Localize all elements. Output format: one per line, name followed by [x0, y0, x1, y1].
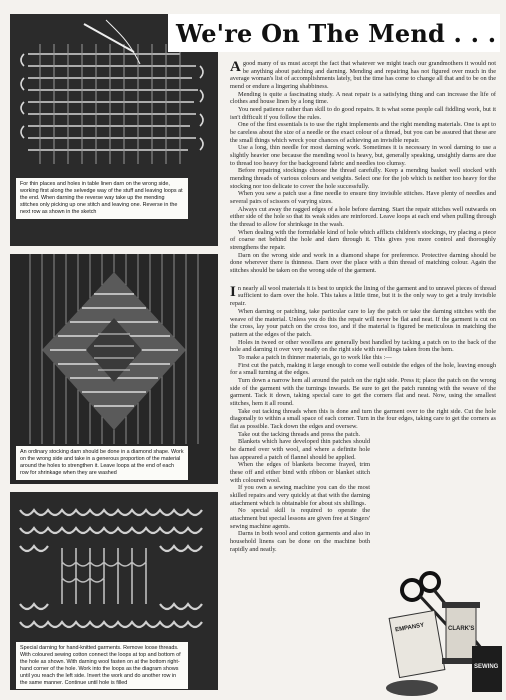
paragraph: When the edges of blankets become frayed, trim these off and either bind with ribbon or blanket stitch with coloured wool.	[230, 461, 370, 484]
paragraph: Holes in tweed or other woollens are generally best handled by tacking a patch on to the back of the hole and darning it over very neatly on the right side with ravellings taken from the hem.	[230, 338, 496, 354]
paragraph: Take out the tacking threads and press the patch.	[238, 430, 361, 438]
reel-label: CLARK'S	[448, 626, 475, 632]
darning-ball-icon	[386, 680, 438, 696]
card-label: SEWING	[474, 664, 499, 670]
article-title: We're On The Mend . . .	[168, 14, 500, 52]
thread-packet	[389, 610, 445, 677]
knitted-garment-darn-illustration	[10, 492, 218, 690]
paragraph: Darn on the wrong side and work in a diamond shape for preference. Protective darning should be done wherever there is thinness. Darn over the place with a thin thread of matching colour. Again the stitches should be taken on the wrong side of the garment.	[230, 251, 496, 275]
paragraph: You need patience rather than skill to do good repairs. It is what some people call fiddling work, but it isn't difficult if you follow the rules.	[230, 106, 496, 121]
caption-stocking-darn: An ordinary stocking darn should be done in a diamond shape. Work on the wrong side and take in a generous proportion of the material around the holes to strengthen it. Leave loops at the end of each row for shrinkage when they are washed	[16, 446, 188, 480]
paragraph-text: n nearly all wool materials it is best to unpick the lining of the garment and to unravel pieces of thread sufficient to darn over the hole. This takes a little time, but it is the only way to get a truly invisible repair.	[230, 284, 496, 308]
paragraph: No special skill is required to operate the attachment but special lessons are given free at Singers' sewing machine agents.	[230, 507, 370, 530]
caption-knitted-darn: Special darning for hand-knitted garments. Remove loose threads. With coloured sewing cotton connect the loops at top and bottom of the hole as shown. With darning wool fasten on at the bottom right-hand corner of the hole. Work into the loops as the diagram shows until you reach the left side. Invert the work and do another row in the same manner. Continue until hole is filled	[16, 642, 188, 689]
paragraph: To make a patch in thinner materials, go to work like this :—	[238, 353, 392, 361]
paragraph: Blankets which have developed thin patches should be darned over with wool, and where a definite hole has appeared a patch of flannel should be applied.	[230, 438, 370, 461]
drop-cap: A	[230, 60, 241, 75]
paragraph: Before repairing stockings choose the thread carefully. Keep a mending basket well stocked with mending threads of various colours and weights. Select one for the job which is neither too heavy for the stocking nor too delicate to cover the hole successfully.	[230, 167, 496, 190]
paragraph: One of the first essentials is to use the right implements and the right mending materials. One is apt to be careless about the size of a needle or the exact colour of a thread, but you can be assured that these are the small things which wreck your chances of achieving an invisible repair.	[230, 121, 496, 144]
paragraph: First cut the patch, making it large enough to come well outside the edges of the hole, leaving enough for a small turning at the edges.	[230, 361, 496, 377]
caption-table-linen: For thin places and holes in table linen darn on the wrong side, working first along the selvedge way of the stuff and leaving loops at the end. When darning the reverse way take up the mending stitches only picking up one stitch and leaving one. Reverse in the next row as shown in the sketch	[16, 178, 188, 219]
paragraph	[230, 60, 496, 91]
illustration-column	[10, 14, 218, 690]
section-gap	[230, 275, 496, 285]
paragraph: If you own a sewing machine you can do the most skilled repairs and very quickly at that with the darning attachment which is obtainable for about six shillings.	[230, 484, 370, 507]
paragraph: Mending is quite a fascinating study. A neat repair is a satisfying thing and can increase the life of clothes and house linen by a long time.	[230, 90, 496, 106]
paragraph: When you sew a patch use a fine needle to ensure tiny invisible stitches. Have plenty of needles and several pairs of scissors of varying sizes.	[230, 190, 496, 206]
paragraph: Always cut away the ragged edges of a hole before darning. Start the repair stitches well outwards on either side of the hole so that its weak sides are reinforced. Leave loops at each end when pulling through the thread to allow for shrinkage in the wash.	[230, 205, 496, 229]
paragraph: When darning or patching, take particular care to lay the patch or take the darning stitches with the weave of the material. Unless you do this the repair will never be flat and neat. If the garment is cut on the cross, lay your patch on the cross too, and if the material is figured be meticulous in matching the pattern at the edges of the patch.	[230, 307, 496, 338]
sewing-supplies-drawing	[372, 556, 506, 700]
paragraph	[230, 285, 496, 308]
narrow-column	[230, 438, 370, 553]
paragraph: Turn down a narrow hem all around the patch on the right side. Press it; place the patch on the wrong side of the garment with the turnings inwards. Be sure to get the patch running with the weave of the garment. Tack it down, taking special care to get the corners flat and neat. Now, using the smallest stitches, hem it all round.	[230, 376, 496, 407]
drop-cap: I	[230, 283, 236, 300]
paragraph: When dealing with the formidable kind of hole which afflicts children's stockings, try placing a piece of coarse net behind the hole and darn through it. This gives you more control and thoroughly strengthens the repair.	[230, 228, 496, 252]
paragraph: Darns in both wool and cotton garments and also in household linens can be done on the machine both rapidly and neatly.	[230, 530, 370, 553]
paragraph: Take out tacking threads when this is done and turn the garment over to the right side. Cut the hole diagonally to within a small space of each corner. Turn in the four edges, taking care to get the corners as flat as possible. Tack down the edges and oversew.	[230, 407, 496, 430]
paragraph-text: good many of us must accept the fact that whatever we might teach our grandmothers it would not be anything about patching and darning. Mending and repairing has not figured over much in the average woman's list of accomplishments lately, but the time has come to change all that and to be on the mend or endure a lingering shabbiness.	[230, 60, 496, 91]
card-of-thread	[472, 646, 502, 692]
sewing-supplies-photo	[372, 556, 506, 700]
stocking-darn-illustration	[10, 254, 218, 484]
packet-label: EMPANSY	[394, 622, 425, 634]
paragraph: Use a long, thin needle for most darning work. Sometimes it is necessary in wool darning to use a slightly heavier one because the mending wool is heavy, but, generally speaking, unsightly darns are due to thread too heavy for the background fabric and needles too clumsy.	[230, 144, 496, 167]
